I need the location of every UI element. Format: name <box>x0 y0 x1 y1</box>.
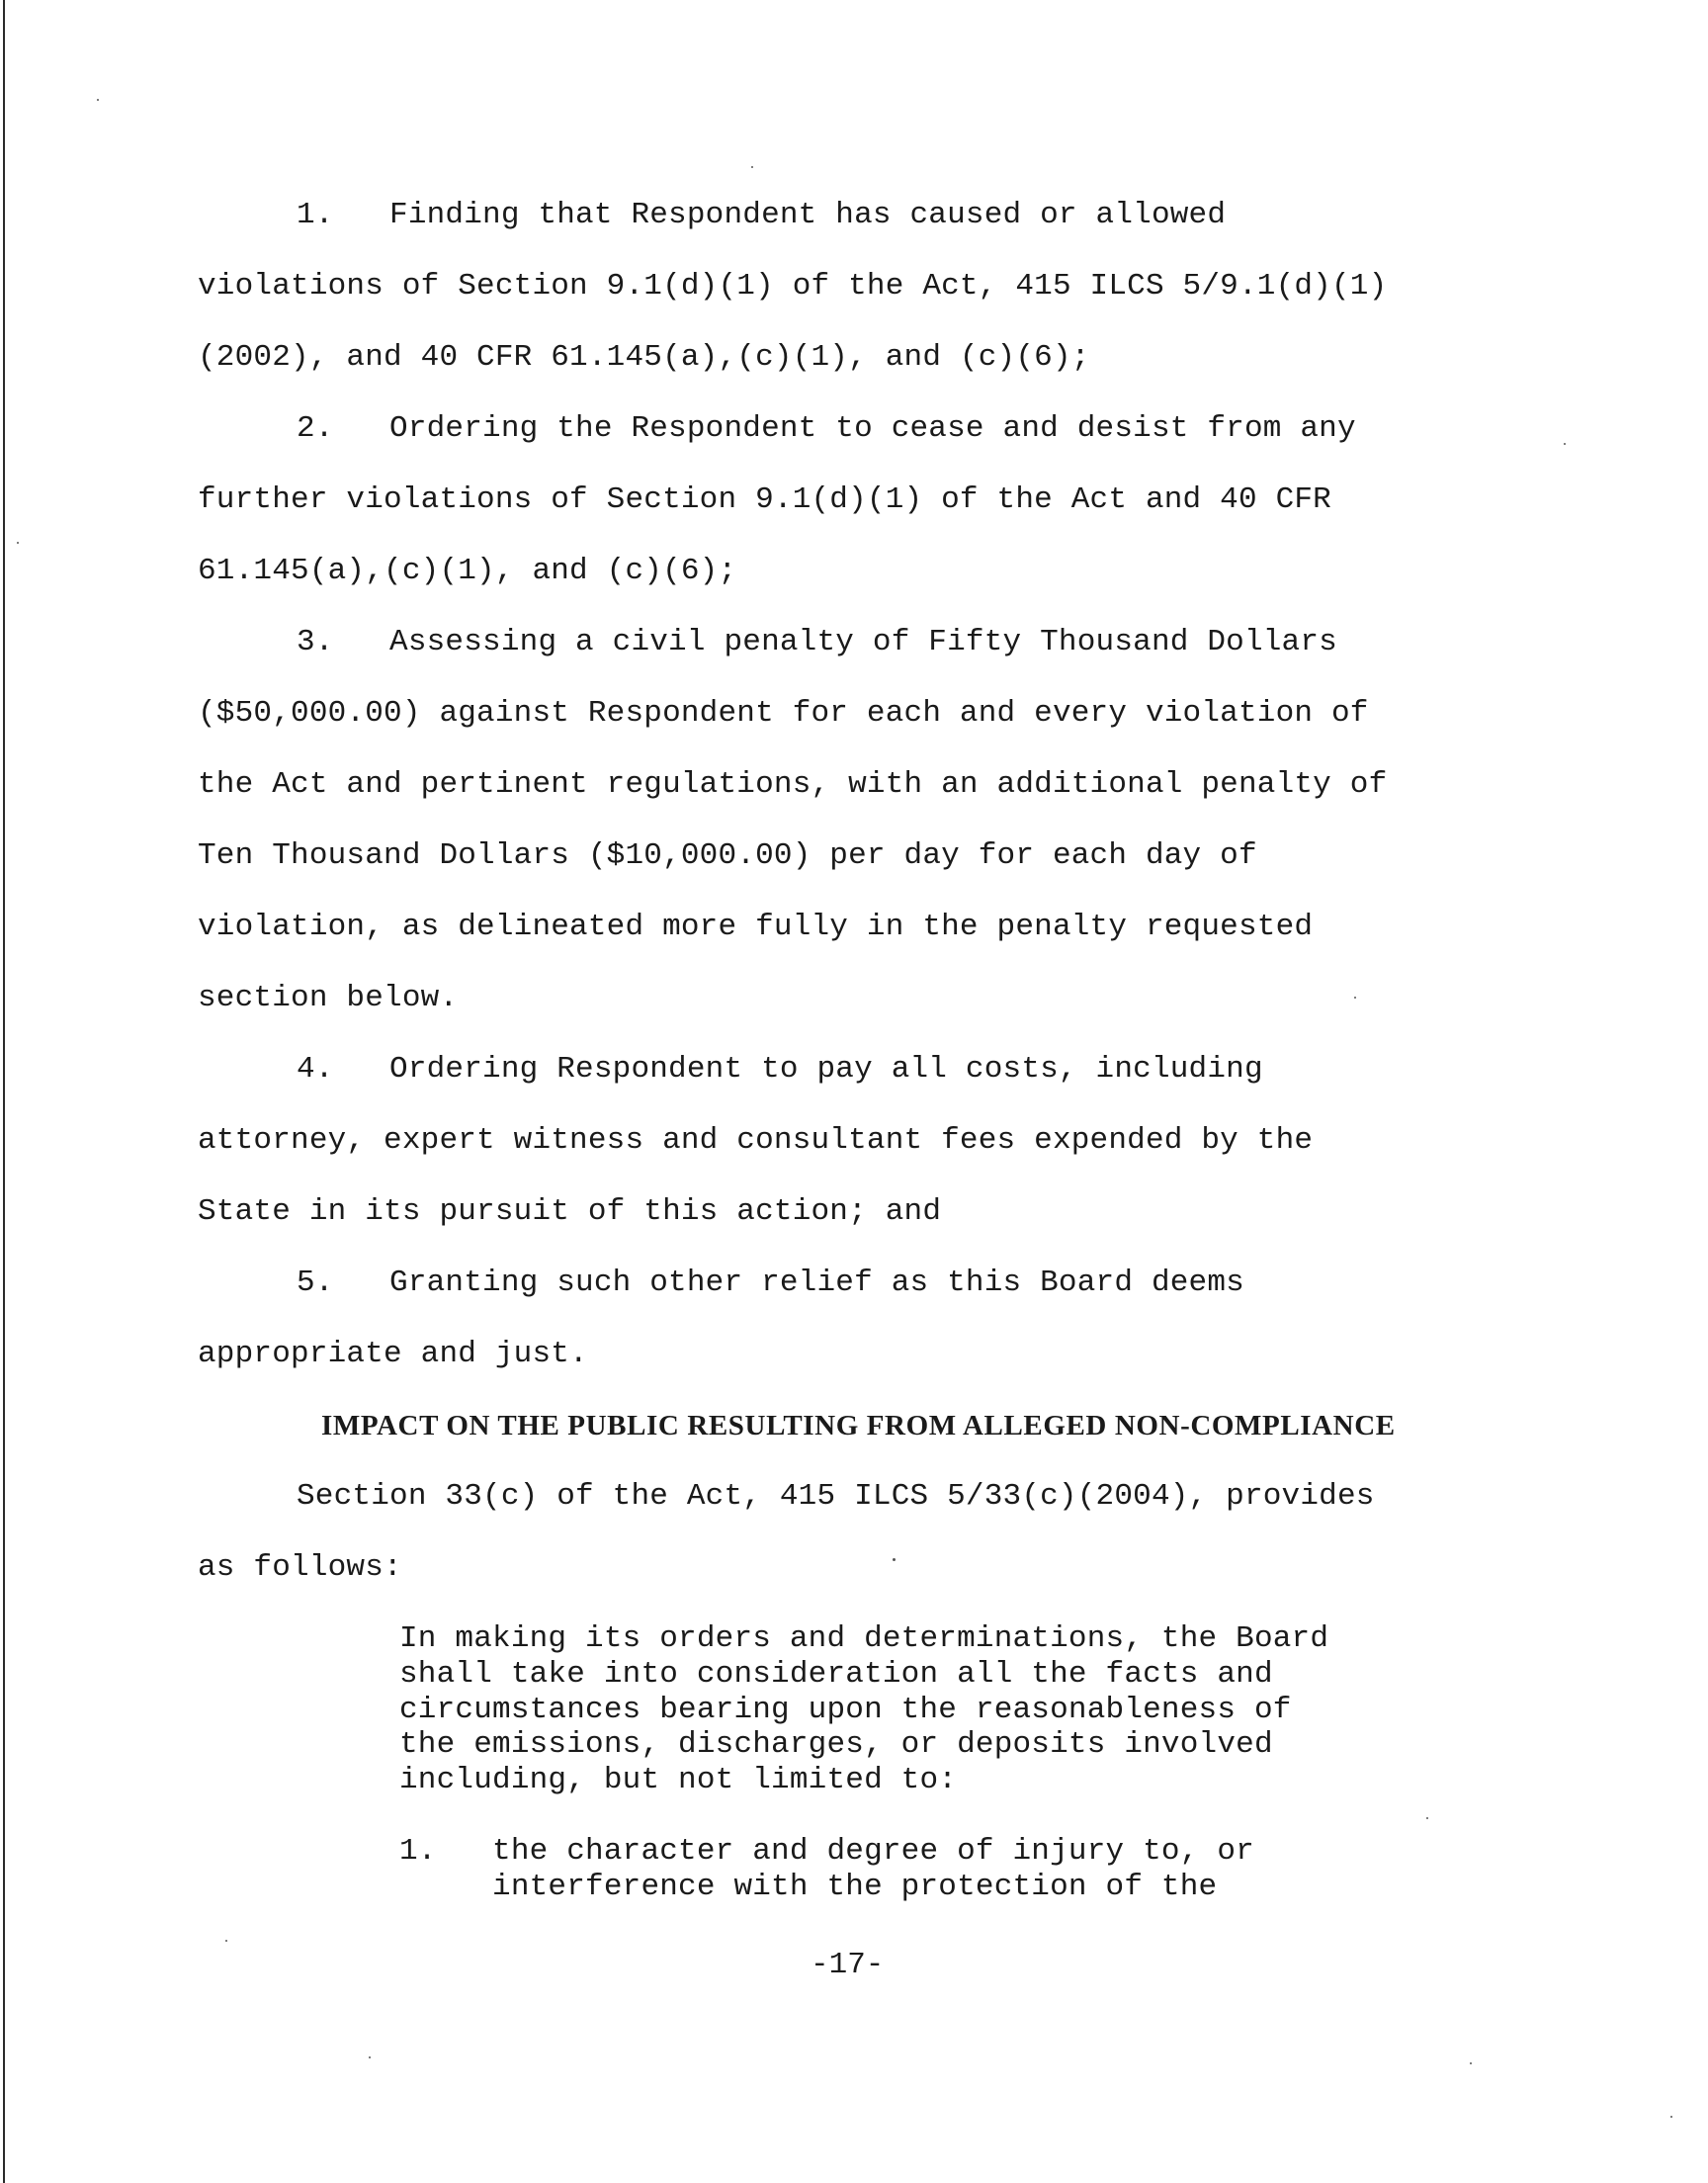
scan-speck <box>893 1558 896 1561</box>
scan-speck <box>1564 443 1566 445</box>
quote-line-2: shall take into consideration all the facts and <box>399 1657 1273 1692</box>
page-number: -17- <box>811 1948 885 1982</box>
scan-speck <box>1354 997 1356 999</box>
prayer-item-4-line-3: State in its pursuit of this action; and <box>198 1194 942 1229</box>
prayer-item-1-line-1: 1. Finding that Respondent has caused or allowed <box>297 198 1227 232</box>
scan-left-edge <box>3 0 5 2183</box>
scan-speck <box>17 542 19 544</box>
quote-line-5: including, but not limited to: <box>399 1763 958 1797</box>
prayer-item-3-line-1: 3. Assessing a civil penalty of Fifty Thousand Dollars <box>297 625 1337 659</box>
prayer-item-3-line-4: Ten Thousand Dollars ($10,000.00) per day for each day of <box>198 838 1257 873</box>
quote-item-line-1: 1. the character and degree of injury to, or <box>399 1834 1254 1869</box>
prayer-item-4-line-1: 4. Ordering Respondent to pay all costs, including <box>297 1052 1263 1087</box>
prayer-item-3-line-6: section below. <box>198 981 459 1015</box>
quote-line-4: the emissions, discharges, or deposits involved <box>399 1727 1273 1762</box>
scan-speck <box>751 166 753 168</box>
prayer-item-2-line-2: further violations of Section 9.1(d)(1) of the Act and 40 CFR <box>198 482 1331 517</box>
quote-line-1: In making its orders and determinations, the Board <box>399 1621 1329 1656</box>
prayer-item-4-line-2: attorney, expert witness and consultant fees expended by the <box>198 1123 1314 1158</box>
intro-line-2: as follows: <box>198 1550 402 1585</box>
section-heading: IMPACT ON THE PUBLIC RESULTING FROM ALLEGED NON-COMPLIANCE <box>321 1410 1396 1441</box>
prayer-item-3-line-2: ($50,000.00) against Respondent for each and every violation of <box>198 696 1369 731</box>
prayer-item-5-line-1: 5. Granting such other relief as this Board deems <box>297 1266 1244 1300</box>
prayer-item-1-line-2: violations of Section 9.1(d)(1) of the Act, 415 ILCS 5/9.1(d)(1) <box>198 269 1388 304</box>
scan-speck <box>225 1940 227 1942</box>
quote-item-line-2: interference with the protection of the <box>399 1870 1218 1904</box>
prayer-item-3-line-3: the Act and pertinent regulations, with an additional penalty of <box>198 767 1388 802</box>
scan-speck <box>1470 2062 1472 2064</box>
prayer-item-2-line-1: 2. Ordering the Respondent to cease and desist from any <box>297 411 1356 446</box>
prayer-item-2-line-3: 61.145(a),(c)(1), and (c)(6); <box>198 554 737 588</box>
scan-speck <box>1670 2116 1672 2118</box>
prayer-item-3-line-5: violation, as delineated more fully in the penalty requested <box>198 910 1314 944</box>
intro-line-1: Section 33(c) of the Act, 415 ILCS 5/33(c)(2004), provides <box>297 1479 1375 1514</box>
scan-speck <box>97 99 99 101</box>
prayer-item-1-line-3: (2002), and 40 CFR 61.145(a),(c)(1), and (c)(6); <box>198 340 1090 375</box>
prayer-item-5-line-2: appropriate and just. <box>198 1337 588 1371</box>
scan-speck <box>369 2056 371 2058</box>
scan-speck <box>1426 1817 1428 1819</box>
quote-line-3: circumstances bearing upon the reasonableness of <box>399 1693 1292 1727</box>
